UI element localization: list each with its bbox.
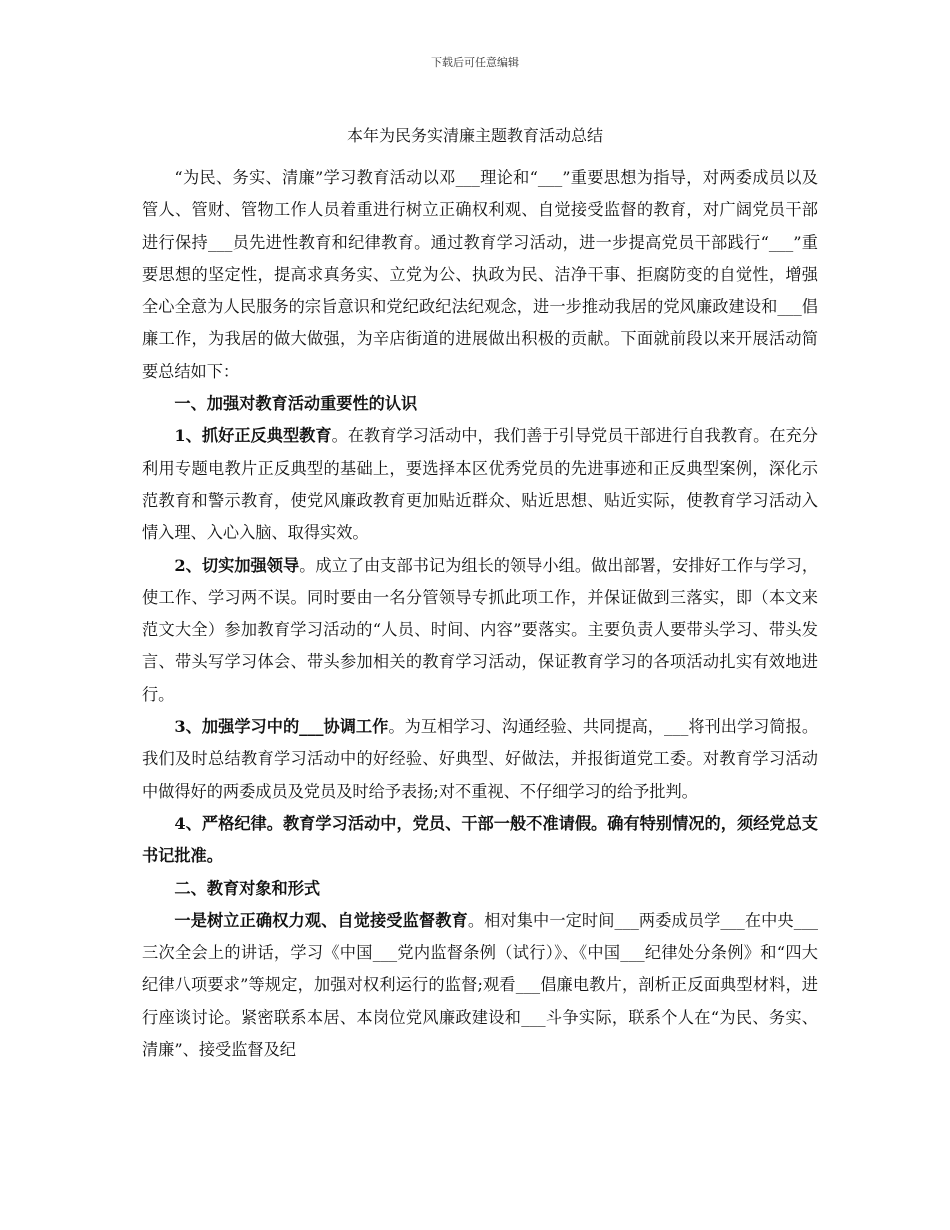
paragraph-lead: 1、抓好正反典型教育 xyxy=(174,426,332,446)
paragraph-text: 。成立了由支部书记为组长的领导小组。做出部署，安排好工作与学习，使工作、学习两不误。同时要由一名分管领导专抓此项工作，并保证做到三落实，即（本文来范文大全）参加教育学习活动的“人员、时间、内容”要落实。主要负责人要带头学习、带头发言、带头写学习体会、带头参加相关的教育学习活动，保证教育学习的各项活动扎实有效地进行。 xyxy=(142,555,819,704)
paragraph-text: “为民、务实、清廉”学习教育活动以邓___理论和“___”重要思想为指导，对两委成员以及管人、管财、管物工作人员着重进行树立正确权利观、自觉接受监督的教育，对广阔党员干部进行保持___员先进性教育和纪律教育。通过教育学习活动，进一步提高党员干部践行“___”重要思想的坚定性，提高求真务实、立党为公、执政为民、洁净干事、拒腐防变的自觉性，增强全心全意为人民服务的宗旨意识和党纪政纪法纪观念，进一步推动我居的党风廉政建设和___倡廉工作，为我居的做大做强，为辛店街道的进展做出积极的贡献。下面就前段以来开展活动简要总结如下： xyxy=(142,168,818,381)
paragraph-text: 。为互相学习、沟通经验、共同提高，___将刊出学习简报。我们及时总结教育学习活动中的好经验、好典型、好做法，并报街道党工委。对教育学习活动中做得好的两委成员及党员及时给予表扬;对不重视、不仔细学习的给予批判。 xyxy=(142,717,819,801)
section-heading-1: 一、加强对教育活动重要性的认识 xyxy=(174,394,418,414)
paragraph-intro xyxy=(142,162,818,388)
paragraph-item-2 xyxy=(142,550,818,711)
paragraph-lead: 2、切实加强领导 xyxy=(174,555,300,575)
paragraph-item-4: 4、严格纪律。教育学习活动中，党员、干部一般不准请假。确有特别情况的，须经党总支书记批准。 xyxy=(142,813,818,866)
paragraph-item-5 xyxy=(142,905,818,1066)
document-title: 本年为民务实清廉主题教育活动总结 xyxy=(346,126,603,145)
paragraph-lead: 3、加强学习中的___协调工作 xyxy=(174,717,389,737)
paragraph-item-1 xyxy=(142,420,818,549)
section-heading-2: 二、教育对象和形式 xyxy=(174,878,321,898)
paragraph-text: 。相对集中一定时间___两委成员学___在中央___三次全会上的讲话，学习《中国___党内监督条例（试行）》、《中国___纪律处分条例》和“四大纪律八项要求”等规定，加强对权利运行的监督;观看___倡廉电教片，剖析正反面典型材料，进行座谈讨论。紧密联系本居、本岗位党风廉政建设和___斗争实际，联系个人在“为民、务实、清廉”、接受监督及纪 xyxy=(142,910,819,1060)
header-note: 下载后可任意编辑 xyxy=(431,56,519,69)
document-body xyxy=(142,162,818,1066)
paragraph-item-3 xyxy=(142,711,818,808)
paragraph-lead: 一是树立正确权力观、自觉接受监督教育 xyxy=(174,910,468,930)
paragraph-text: 。在教育学习活动中，我们善于引导党员干部进行自我教育。在充分利用专题电教片正反典型的基础上，要选择本区优秀党员的先进事迹和正反典型案例，深化示范教育和警示教育，使党风廉政教育更加贴近群众、贴近思想、贴近实际，使教育学习活动入情入理、入心入脑、取得实效。 xyxy=(142,426,818,543)
